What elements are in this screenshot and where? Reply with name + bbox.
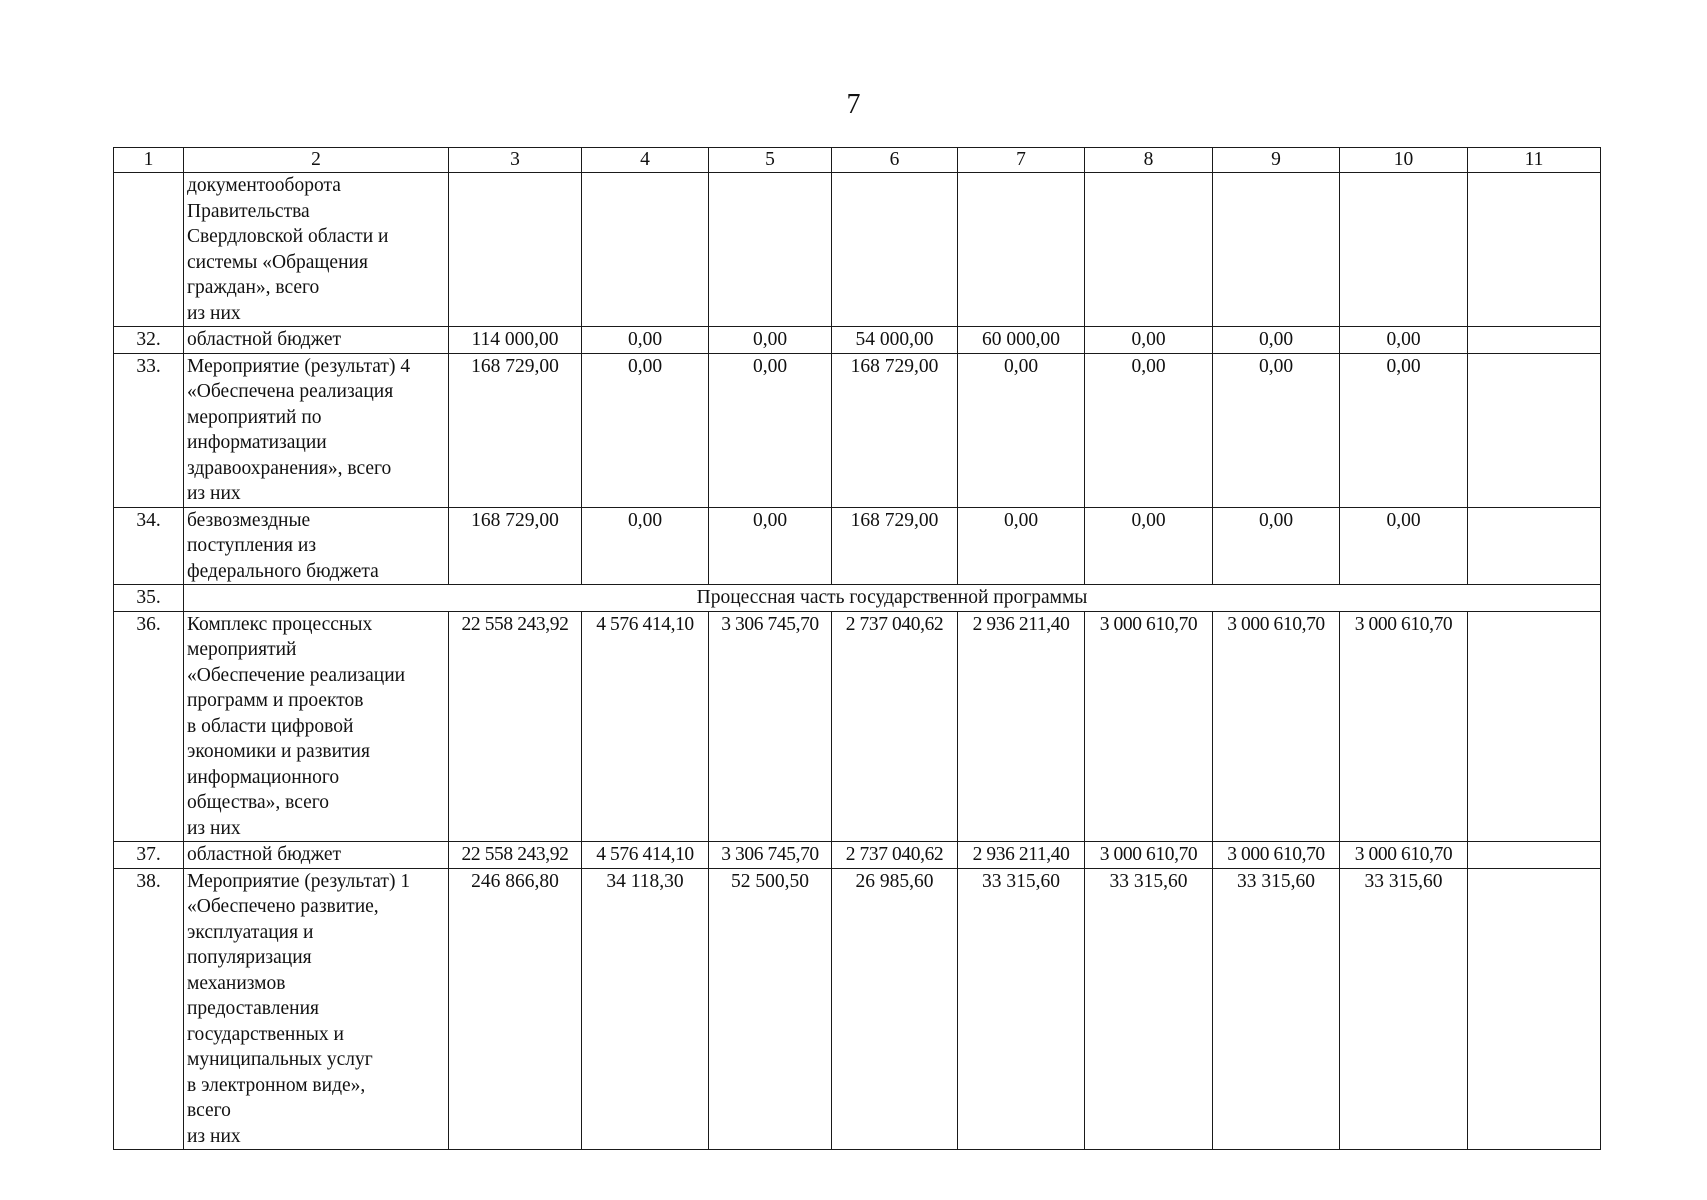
- budget-table: [113, 147, 1601, 1150]
- page-number: 7: [846, 89, 861, 120]
- value-cell: 2 936 211,40: [958, 611, 1085, 842]
- value-cell: 34 118,30: [582, 868, 709, 1150]
- item-name: [184, 842, 449, 869]
- value-cell: 3 306 745,70: [709, 611, 832, 842]
- item-name-line: из них: [187, 817, 241, 839]
- item-name-line: Комплекс процессных: [187, 613, 373, 635]
- table-row: [114, 353, 1601, 507]
- column-header: 6: [832, 148, 958, 173]
- item-name-line: эксплуатация и: [187, 921, 314, 943]
- column-header: 4: [582, 148, 709, 173]
- value-cell: 0,00: [709, 507, 832, 585]
- item-name-line: Правительства: [187, 200, 310, 222]
- value-cell: 168 729,00: [832, 353, 958, 507]
- item-name-line: Свердловской области и: [187, 226, 389, 247]
- section-title: Процессная часть государственной программы: [184, 585, 1601, 612]
- item-name-line: муниципальных услуг: [187, 1049, 373, 1070]
- item-name-line: безвозмездные: [187, 509, 311, 531]
- value-cell: 0,00: [1340, 353, 1468, 507]
- value-cell: [1468, 507, 1601, 585]
- item-name-line: «Обеспечено развитие,: [187, 896, 379, 917]
- item-name-line: информатизации: [187, 432, 327, 453]
- item-name: [184, 868, 449, 1150]
- table-row: [114, 507, 1601, 585]
- row-number: 34.: [114, 507, 184, 585]
- column-header: 10: [1340, 148, 1468, 173]
- item-name-line: общества», всего: [187, 792, 330, 813]
- item-name-line: документооборота: [187, 175, 341, 196]
- row-number: 37.: [114, 842, 184, 869]
- value-cell: 3 000 610,70: [1213, 842, 1340, 869]
- item-name: [184, 353, 449, 507]
- table-row: [114, 173, 1601, 327]
- item-name-line: федерального бюджета: [187, 560, 379, 582]
- item-name-line: информационного: [187, 766, 340, 788]
- value-cell: 0,00: [1213, 327, 1340, 354]
- item-name-line: программ и проектов: [187, 690, 364, 711]
- item-name-line: экономики и развития: [187, 741, 370, 762]
- item-name-line: в области цифровой: [187, 715, 354, 737]
- item-name-line: популяризация: [187, 947, 312, 968]
- value-cell: 168 729,00: [449, 353, 582, 507]
- row-number: 33.: [114, 353, 184, 507]
- item-name: [184, 173, 449, 327]
- value-cell: 2 936 211,40: [958, 842, 1085, 869]
- value-cell: 33 315,60: [958, 868, 1085, 1150]
- value-cell: 3 000 610,70: [1085, 842, 1213, 869]
- value-cell: 0,00: [709, 327, 832, 354]
- value-cell: 0,00: [582, 507, 709, 585]
- column-header: 7: [958, 148, 1085, 173]
- column-header: 9: [1213, 148, 1340, 173]
- item-name-line: Мероприятие (результат) 4: [187, 355, 411, 377]
- item-name-line: поступления из: [187, 535, 317, 556]
- column-header: 2: [184, 148, 449, 173]
- value-cell: [958, 173, 1085, 327]
- value-cell: 0,00: [1085, 327, 1213, 354]
- value-cell: 246 866,80: [449, 868, 582, 1150]
- item-name-line: Мероприятие (результат) 1: [187, 870, 411, 892]
- item-name-line: областной бюджет: [187, 329, 342, 350]
- value-cell: 26 985,60: [832, 868, 958, 1150]
- value-cell: 3 306 745,70: [709, 842, 832, 869]
- column-header: 3: [449, 148, 582, 173]
- table-row: [114, 327, 1601, 354]
- item-name: [184, 611, 449, 842]
- value-cell: 52 500,50: [709, 868, 832, 1150]
- item-name-line: мероприятий по: [187, 406, 322, 428]
- item-name-line: всего: [187, 1100, 231, 1121]
- value-cell: 0,00: [582, 327, 709, 354]
- value-cell: 0,00: [1213, 353, 1340, 507]
- value-cell: 0,00: [958, 507, 1085, 585]
- column-header: 5: [709, 148, 832, 173]
- table-row: [114, 868, 1601, 1150]
- value-cell: 114 000,00: [449, 327, 582, 354]
- value-cell: [1468, 842, 1601, 869]
- value-cell: 22 558 243,92: [449, 611, 582, 842]
- value-cell: 60 000,00: [958, 327, 1085, 354]
- value-cell: 2 737 040,62: [832, 611, 958, 842]
- value-cell: 0,00: [1085, 507, 1213, 585]
- value-cell: 33 315,60: [1213, 868, 1340, 1150]
- value-cell: 0,00: [1085, 353, 1213, 507]
- value-cell: 0,00: [709, 353, 832, 507]
- value-cell: 33 315,60: [1085, 868, 1213, 1150]
- value-cell: 3 000 610,70: [1085, 611, 1213, 842]
- value-cell: 54 000,00: [832, 327, 958, 354]
- value-cell: [1213, 173, 1340, 327]
- item-name-line: областной бюджет: [187, 844, 342, 865]
- table-body: [114, 173, 1601, 1150]
- item-name-line: мероприятий: [187, 639, 297, 660]
- value-cell: 3 000 610,70: [1213, 611, 1340, 842]
- item-name: [184, 507, 449, 585]
- value-cell: [1340, 173, 1468, 327]
- value-cell: [709, 173, 832, 327]
- value-cell: 3 000 610,70: [1340, 611, 1468, 842]
- value-cell: [1468, 868, 1601, 1150]
- column-header: 8: [1085, 148, 1213, 173]
- value-cell: [1468, 327, 1601, 354]
- value-cell: [1468, 611, 1601, 842]
- item-name-line: «Обеспечена реализация: [187, 381, 394, 402]
- value-cell: 0,00: [582, 353, 709, 507]
- value-cell: 33 315,60: [1340, 868, 1468, 1150]
- item-name-line: из них: [187, 1125, 241, 1147]
- value-cell: 168 729,00: [832, 507, 958, 585]
- item-name-line: из них: [187, 483, 241, 504]
- value-cell: [1468, 173, 1601, 327]
- column-header: 1: [114, 148, 184, 173]
- row-number: [114, 173, 184, 327]
- value-cell: 0,00: [1340, 327, 1468, 354]
- item-name-line: системы «Обращения: [187, 251, 368, 273]
- value-cell: 4 576 414,10: [582, 842, 709, 869]
- value-cell: 2 737 040,62: [832, 842, 958, 869]
- column-header: 11: [1468, 148, 1601, 173]
- value-cell: 0,00: [1213, 507, 1340, 585]
- value-cell: 3 000 610,70: [1340, 842, 1468, 869]
- value-cell: [582, 173, 709, 327]
- value-cell: 0,00: [958, 353, 1085, 507]
- row-number: 36.: [114, 611, 184, 842]
- item-name-line: из них: [187, 302, 241, 324]
- table-row: [114, 842, 1601, 869]
- item-name-line: механизмов: [187, 972, 286, 994]
- value-cell: 168 729,00: [449, 507, 582, 585]
- value-cell: 0,00: [1340, 507, 1468, 585]
- item-name-line: государственных и: [187, 1023, 344, 1045]
- item-name-line: предоставления: [187, 998, 319, 1019]
- row-number: 32.: [114, 327, 184, 354]
- column-number-row: [114, 148, 1601, 173]
- value-cell: [449, 173, 582, 327]
- item-name-line: здравоохранения», всего: [187, 457, 392, 479]
- value-cell: [832, 173, 958, 327]
- item-name: [184, 327, 449, 354]
- row-number: 35.: [114, 585, 184, 612]
- table-row: [114, 611, 1601, 842]
- item-name-line: граждан», всего: [187, 277, 320, 298]
- value-cell: 4 576 414,10: [582, 611, 709, 842]
- section-row: [114, 585, 1601, 612]
- item-name-line: в электронном виде»,: [187, 1074, 366, 1096]
- row-number: 38.: [114, 868, 184, 1150]
- value-cell: [1468, 353, 1601, 507]
- value-cell: 22 558 243,92: [449, 842, 582, 869]
- value-cell: [1085, 173, 1213, 327]
- item-name-line: «Обеспечение реализации: [187, 664, 406, 686]
